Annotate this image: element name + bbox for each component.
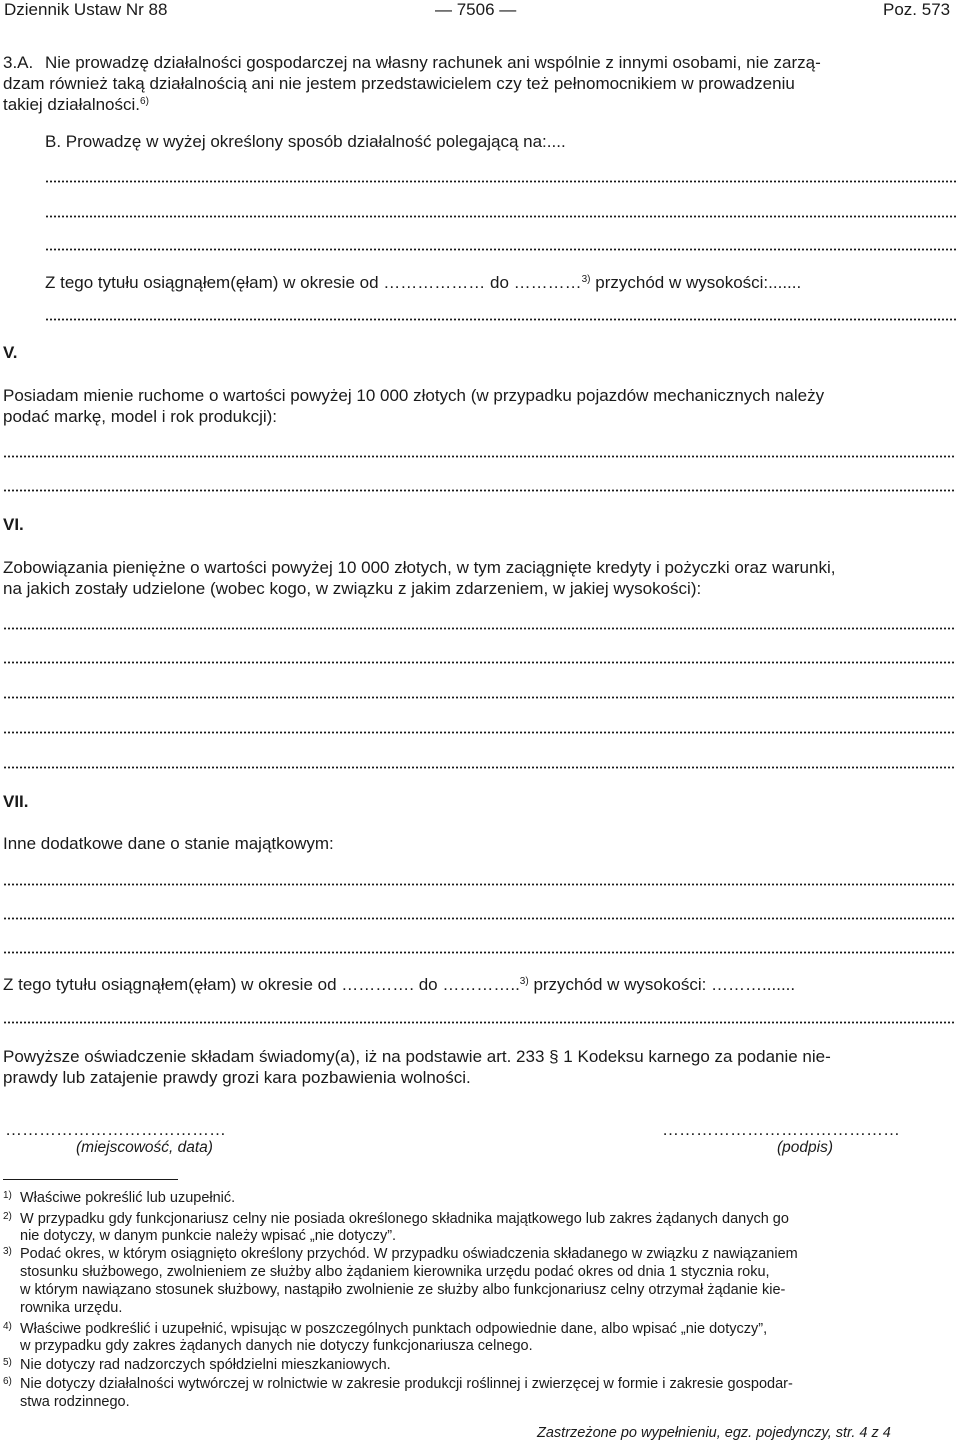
- footnote-3-line-1: Podać okres, w którym osiągnięto określony przychód. W przypadku oświadczenia składanego w związku z nawiązaniem: [20, 1246, 798, 1262]
- footnote-6-line-1: Nie dotyczy działalności wytwórczej w rolnictwie w zakresie produkcji roślinnej i zwierzęcej w formie i zakresie gospodar-: [20, 1376, 793, 1392]
- journal-title: Dziennik Ustaw Nr 88: [4, 0, 168, 19]
- footnote-6-line-2: stwa rodzinnego.: [20, 1394, 130, 1410]
- footnote-mark: 6): [3, 1376, 12, 1387]
- fill-line: [45, 318, 956, 321]
- footnote-mark: 5): [3, 1357, 12, 1368]
- section-v-line-1: Posiadam mienie ruchome o wartości powyżej 10 000 złotych (w przypadku pojazdów mechanicznych należy: [3, 386, 825, 405]
- fill-line: [3, 731, 956, 734]
- footnote-mark: 4): [3, 1321, 12, 1332]
- section-v-line-2: podać markę, model i rok produkcji):: [3, 407, 278, 426]
- income-statement-iv: Z tego tytułu osiągnąłem(ęłam) w okresie od ……………… do …………$^{3)}$ przychód w wysokości:.......: [45, 273, 802, 292]
- fill-line: [3, 951, 956, 954]
- footnote-mark: 2): [3, 1211, 12, 1222]
- fill-line: [3, 627, 956, 630]
- item-3a-line-3: takiej działalności.$^{6)}$: [3, 95, 149, 114]
- footnote-4-line-1: Właściwe podkreślić i uzupełnić, wpisując w poszczególnych punktach odpowiednie dane, albo wpisać „nie dotyczy”,: [20, 1321, 768, 1337]
- section-vii-heading: VII.: [3, 792, 29, 811]
- signature-label: (podpis): [777, 1139, 833, 1156]
- fill-line: [3, 455, 956, 458]
- fill-line: [3, 766, 956, 769]
- income-statement-vii: Z tego tytułu osiągnąłem(ęłam) w okresie od …………. do …………..$^{3)}$ przychód w wysokości: ……….......: [3, 975, 796, 994]
- fill-line: [45, 215, 956, 218]
- footnote-separator: [3, 1179, 178, 1180]
- item-3a-line-2: dzam również taką działalnością ani nie jestem przedstawicielem czy też pełnomocnikiem w prowadzeniu: [3, 74, 795, 93]
- footnote-3-line-4: rownika urzędu.: [20, 1300, 123, 1316]
- fill-line: [45, 180, 956, 183]
- position-number: Poz. 573: [883, 0, 951, 19]
- fill-line: [3, 489, 956, 492]
- section-v-heading: V.: [3, 343, 18, 362]
- footnote-ref: 3): [581, 274, 591, 285]
- section-vi-line-2: na jakich zostały udzielone (wobec kogo, w związku z jakim zdarzeniem, w jakiej wysokości):: [3, 579, 702, 598]
- fill-line: [3, 1021, 956, 1024]
- place-date-line: …………………………………: [5, 1120, 226, 1139]
- footnote-mark: 1): [3, 1190, 12, 1201]
- footnote-1-line-1: Właściwe pokreślić lub uzupełnić.: [20, 1190, 236, 1206]
- footnote-3-line-3: w którym nawiązano stosunek służbowy, nastąpiło zwolnienie ze służby albo funkcjonariusz celny otrzymał żądanie kie-: [20, 1282, 786, 1298]
- footnote-2-line-2: nie dotyczy, w danym punkcie należy wpisać „nie dotyczy”.: [20, 1228, 397, 1244]
- item-3a-prefix: 3.A.: [3, 53, 34, 72]
- declaration-line-2: prawdy lub zatajenie prawdy grozi kara pozbawienia wolności.: [3, 1068, 471, 1087]
- declaration-line-1: Powyższe oświadczenie składam świadomy(a), iż na podstawie art. 233 § 1 Kodeksu karnego za podanie nie-: [3, 1047, 831, 1066]
- footnote-5-line-1: Nie dotyczy rad nadzorczych spółdzielni mieszkaniowych.: [20, 1357, 391, 1373]
- footer-note: Zastrzeżone po wypełnieniu, egz. pojedynczy, str. 4 z 4: [537, 1425, 891, 1441]
- section-vi-line-1: Zobowiązania pieniężne o wartości powyżej 10 000 złotych, w tym zaciągnięte kredyty i pożyczki oraz warunki,: [3, 558, 836, 577]
- footnote-mark: 3): [3, 1246, 12, 1257]
- footnote-4-line-2: w przypadku gdy zakres żądanych danych nie dotyczy funkcjonariusza celnego.: [20, 1338, 533, 1354]
- footnote-ref: 3): [519, 976, 529, 987]
- section-vi-heading: VI.: [3, 515, 24, 534]
- fill-line: [45, 248, 956, 251]
- footnote-3-line-2: stosunku służbowego, zwolnieniem ze służby albo żądaniem kierownika urzędu podać okres od dnia 1 stycznia roku,: [20, 1264, 770, 1280]
- signature-line: ……………………………………: [662, 1120, 900, 1139]
- item-3b-line: B. Prowadzę w wyżej określony sposób działalność polegającą na:....: [45, 132, 566, 151]
- fill-line: [3, 661, 956, 664]
- section-vii-line: Inne dodatkowe dane o stanie majątkowym:: [3, 834, 334, 853]
- fill-line: [3, 917, 956, 920]
- footnote-ref: 6): [140, 96, 149, 107]
- page-number: — 7506 —: [435, 0, 517, 19]
- place-date-label: (miejscowość, data): [76, 1139, 213, 1156]
- fill-line: [3, 883, 956, 886]
- fill-line: [3, 696, 956, 699]
- item-3a-line-1: Nie prowadzę działalności gospodarczej na własny rachunek ani wspólnie z innymi osobami, nie zarzą-: [45, 53, 821, 72]
- footnote-2-line-1: W przypadku gdy funkcjonariusz celny nie posiada określonego składnika majątkowego lub zakres żądanych danych go: [20, 1211, 789, 1227]
